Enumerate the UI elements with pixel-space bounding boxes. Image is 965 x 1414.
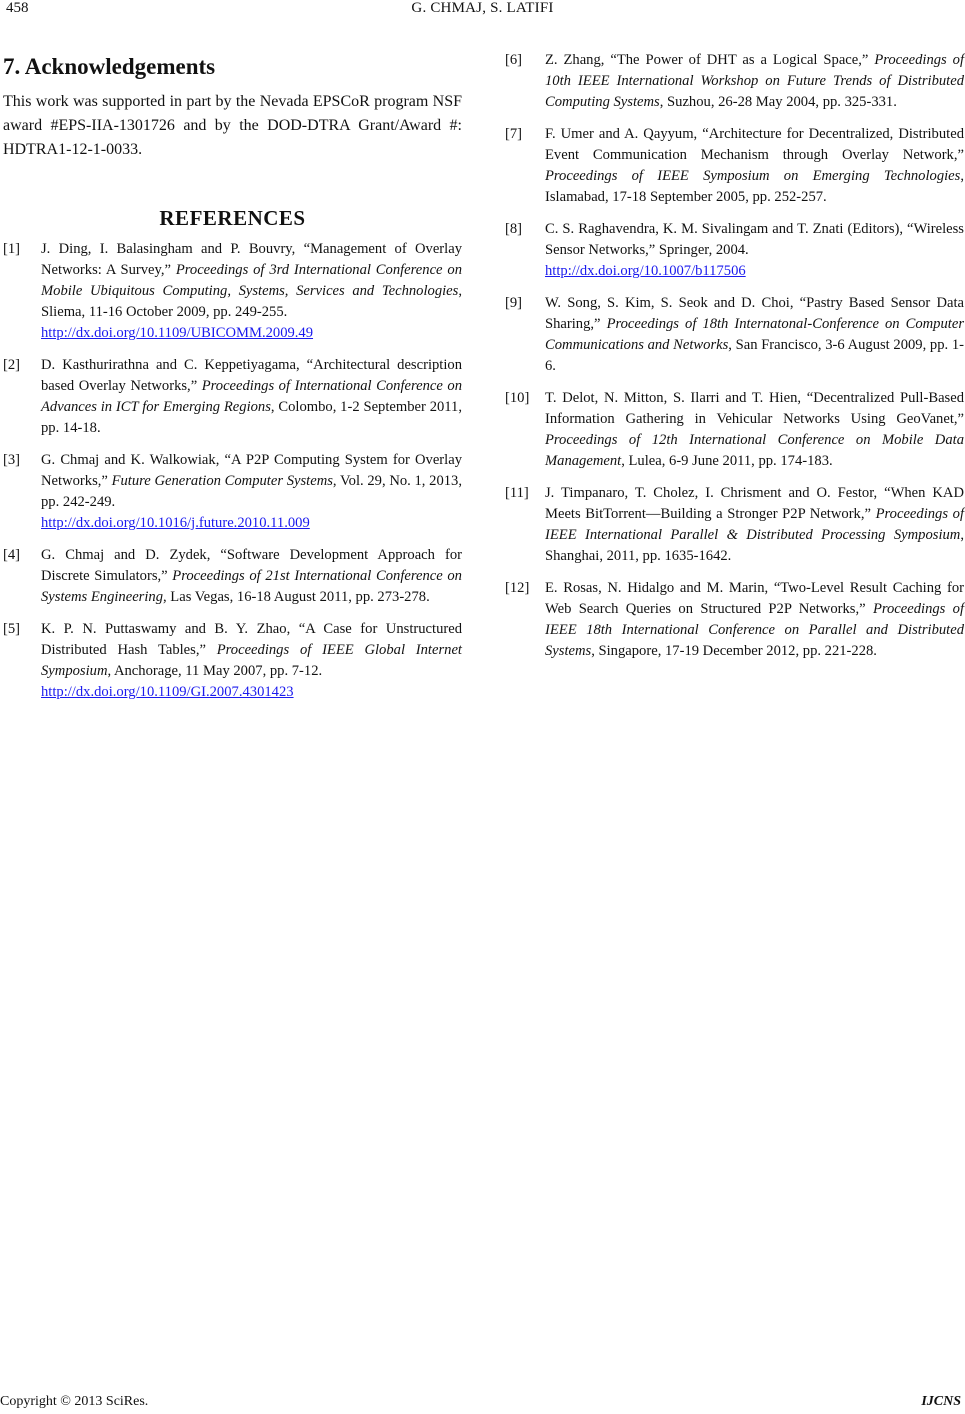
journal-name: IJCNS xyxy=(921,1394,961,1409)
reference-number: [7] xyxy=(505,126,523,142)
reference-text xyxy=(545,578,964,662)
reference-item xyxy=(505,124,964,208)
reference-venue: Proceedings of International Conference on Advances in ICT for Emerging Regions xyxy=(41,378,463,415)
doi-link[interactable]: http://dx.doi.org/10.1109/GI.2007.4301423 xyxy=(41,684,294,700)
reference-item xyxy=(505,50,964,113)
reference-item xyxy=(3,239,462,344)
reference-number: [11] xyxy=(505,485,529,501)
copyright-notice: Copyright © 2013 SciRes. xyxy=(0,1394,149,1409)
reference-details: , Singapore, 17-19 December 2012, pp. 221-228. xyxy=(591,643,877,659)
reference-venue: Future Generation Computer Systems xyxy=(111,473,333,489)
reference-details: , San Francisco, 3-6 August 2009, pp. 1-6. xyxy=(545,337,965,374)
reference-number: [6] xyxy=(505,52,523,68)
reference-details: , Anchorage, 11 May 2007, pp. 7-12. xyxy=(107,663,323,679)
reference-text xyxy=(545,388,964,472)
reference-number: [3] xyxy=(3,452,21,468)
reference-authors-title: W. Song, S. Kim, S. Seok and D. Choi, “Pastry Based Sensor Data Sharing,” xyxy=(545,295,964,332)
reference-item xyxy=(3,545,462,608)
page-number: 458 xyxy=(6,0,29,16)
reference-authors-title: G. Chmaj and K. Walkowiak, “A P2P Computing System for Overlay Networks,” xyxy=(41,452,462,489)
reference-details: , Shanghai, 2011, pp. 1635-1642. xyxy=(545,527,964,564)
left-column xyxy=(3,50,462,714)
references-heading: REFERENCES xyxy=(159,206,306,230)
doi-link[interactable]: http://dx.doi.org/10.1007/b117506 xyxy=(545,263,746,279)
reference-venue: Proceedings of IEEE International Parallel & Distributed Processing Symposium xyxy=(545,506,965,543)
reference-item xyxy=(505,219,964,282)
reference-item xyxy=(505,578,964,662)
reference-authors-title: K. P. N. Puttaswamy and B. Y. Zhao, “A Case for Unstructured Distributed Hash Tables,” xyxy=(41,621,462,658)
right-column xyxy=(505,50,964,673)
reference-authors-title: J. Ding, I. Balasingham and P. Bouvry, “Management of Overlay Networks: A Survey,” xyxy=(41,241,462,278)
reference-details: , Colombo, 1-2 September 2011, pp. 14-18. xyxy=(41,399,462,436)
acknowledgements-text: This work was supported in part by the Nevada EPSCoR program NSF award #EPS-IIA-1301726 and by the DOD-DTRA Grant/Award #: HDTRA1-12-1-0033. xyxy=(3,93,462,158)
reference-authors-title: Z. Zhang, “The Power of DHT as a Logical Space,” xyxy=(545,52,875,68)
reference-text xyxy=(41,545,462,608)
reference-venue: Proceedings of IEEE Symposium on Emerging Technologies xyxy=(545,168,961,184)
reference-details: , Suzhou, 26-28 May 2004, pp. 325-331. xyxy=(659,94,897,110)
doi-link[interactable]: http://dx.doi.org/10.1109/UBICOMM.2009.49 xyxy=(41,325,314,341)
reference-number: [12] xyxy=(505,580,530,596)
reference-text xyxy=(545,124,964,208)
reference-number: [10] xyxy=(505,390,530,406)
reference-authors-title: D. Kasthurirathna and C. Keppetiyagama, “Architectural description based Overlay Networks,” xyxy=(41,357,462,394)
reference-number: [1] xyxy=(3,241,21,257)
reference-item xyxy=(3,450,462,534)
reference-authors-title: T. Delot, N. Mitton, S. Ilarri and T. Hien, “Decentralized Pull-Based Information Gathering in Vehicular Networks Using GeoVanet,” xyxy=(545,390,964,427)
reference-text xyxy=(545,50,964,113)
reference-item xyxy=(505,388,964,472)
reference-text xyxy=(41,450,462,534)
reference-number: [9] xyxy=(505,295,523,311)
reference-text xyxy=(545,483,964,567)
reference-venue: Proceedings of 12th International Conference on Mobile Data Management xyxy=(545,432,964,469)
reference-number: [8] xyxy=(505,221,523,237)
reference-list-right xyxy=(505,50,964,662)
acknowledgements-heading: 7. Acknowledgements xyxy=(3,54,216,79)
reference-list-left xyxy=(3,239,462,703)
reference-number: [5] xyxy=(3,621,21,637)
reference-details: , Las Vegas, 16-18 August 2011, pp. 273-278. xyxy=(163,589,430,605)
reference-venue: Proceedings of 10th IEEE International Workshop on Future Trends of Distributed Computing Systems xyxy=(545,52,964,110)
reference-venue: Proceedings of 3rd International Conference on Mobile Ubiquitous Computing, Systems, Services and Technologies xyxy=(41,262,462,299)
reference-number: [4] xyxy=(3,547,21,563)
reference-authors-title: E. Rosas, N. Hidalgo and M. Marin, “Two-Level Result Caching for Web Search Queries on Structured P2P Networks,” xyxy=(545,580,964,617)
reference-authors-title: C. S. Raghavendra, K. M. Sivalingam and T. Znati (Editors), “Wireless Sensor Networks,” Springer, 2004. xyxy=(545,221,964,258)
reference-text xyxy=(41,239,462,344)
reference-authors-title: F. Umer and A. Qayyum, “Architecture for Decentralized, Distributed Event Communication Mechanism through Overlay Network,” xyxy=(545,126,964,163)
reference-text xyxy=(545,219,964,282)
reference-venue: Proceedings of 18th Internatonal-Conference on Computer Communications and Networks xyxy=(545,316,964,353)
reference-venue: Proceedings of 21st International Conference on Systems Engineering xyxy=(41,568,462,605)
reference-details: , Vol. 29, No. 1, 2013, pp. 242-249. xyxy=(41,473,462,510)
reference-item xyxy=(505,293,964,377)
reference-venue: Proceedings of IEEE 18th International Conference on Parallel and Distributed Systems xyxy=(545,601,965,659)
reference-text xyxy=(545,293,964,377)
doi-link[interactable]: http://dx.doi.org/10.1016/j.future.2010.11.009 xyxy=(41,515,310,531)
reference-venue: Proceedings of IEEE Global Internet Symposium xyxy=(41,642,462,679)
reference-item xyxy=(505,483,964,567)
reference-text xyxy=(41,619,462,703)
reference-item xyxy=(3,355,462,439)
reference-number: [2] xyxy=(3,357,21,373)
reference-details: , Sliema, 11-16 October 2009, pp. 249-255. xyxy=(41,283,462,320)
reference-details: , Islamabad, 17-18 September 2005, pp. 252-257. xyxy=(545,168,964,205)
reference-details: , Lulea, 6-9 June 2011, pp. 174-183. xyxy=(621,453,833,469)
reference-authors-title: J. Timpanaro, T. Cholez, I. Chrisment and O. Festor, “When KAD Meets BitTorrent—Building a Stronger P2P Network,” xyxy=(545,485,964,522)
reference-text xyxy=(41,355,462,439)
running-header-authors: G. CHMAJ, S. LATIFI xyxy=(411,0,554,16)
reference-item xyxy=(3,619,462,703)
reference-authors-title: G. Chmaj and D. Zydek, “Software Development Approach for Discrete Simulators,” xyxy=(41,547,462,584)
